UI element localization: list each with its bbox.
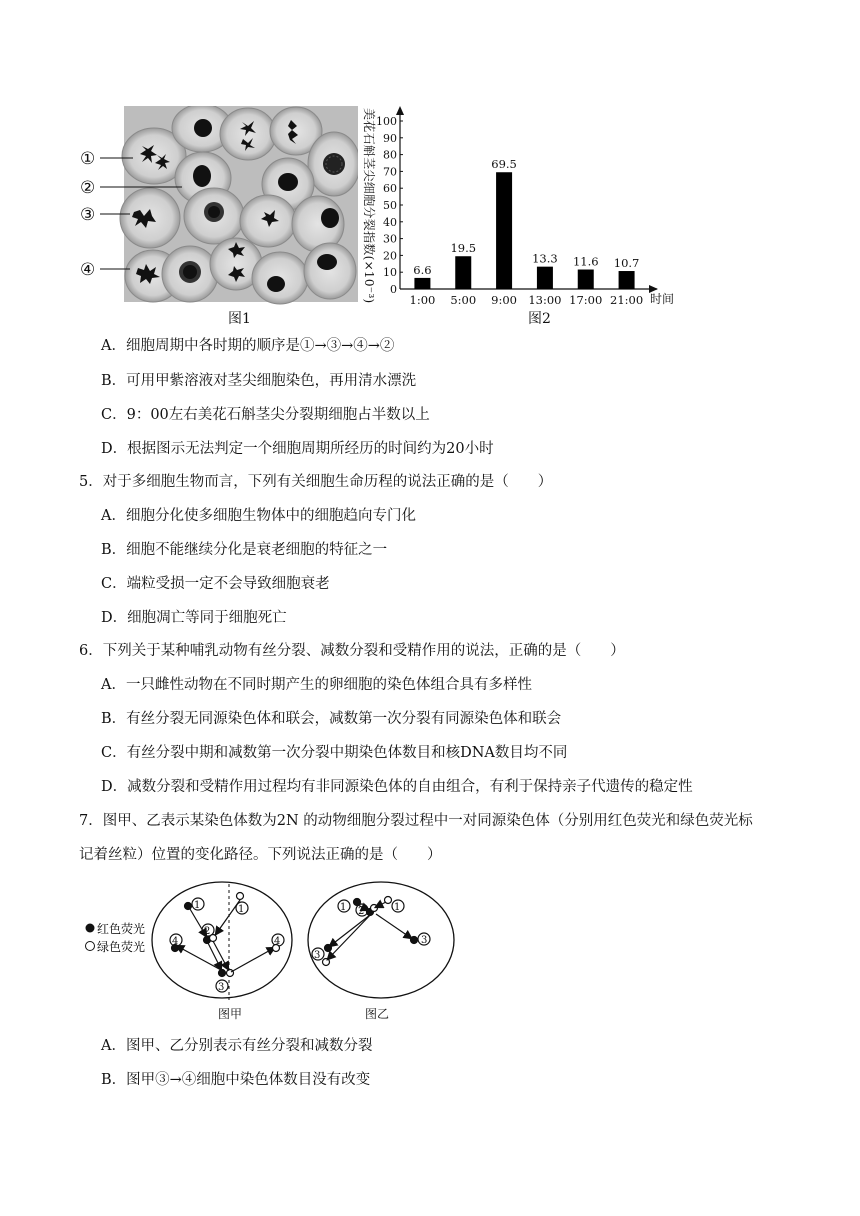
marker-1: ①: [80, 149, 96, 169]
svg-text:1: 1: [238, 904, 245, 915]
x-tick-label: 13:00: [528, 293, 562, 307]
q6-stem: 6．下列关于某种哺乳动物有丝分裂、减数分裂和受精作用的说法，正确的是（ ）: [79, 643, 625, 659]
svg-text:1: 1: [394, 902, 401, 913]
marker-4: ④: [80, 260, 96, 280]
q6-option-d: D．减数分裂和受精作用过程均有非同源染色体的自由组合，有利于保持亲子代遗传的稳定性: [101, 779, 693, 795]
y-tick-label: 10: [383, 266, 397, 280]
x-tick-label: 17:00: [569, 293, 603, 307]
bar: [619, 271, 635, 289]
legend-red-dot: [86, 924, 95, 933]
svg-text:3: 3: [218, 982, 225, 993]
svg-text:4: 4: [172, 936, 179, 947]
y-tick-label: 0: [390, 283, 397, 296]
bar: [414, 278, 430, 289]
figure2-caption: 图2: [528, 311, 551, 327]
q6-option-b: B．有丝分裂无同源染色体和联会，减数第一次分裂有同源染色体和联会: [101, 711, 562, 727]
q5-option-c: C．端粒受损一定不会导致细胞衰老: [101, 576, 330, 592]
cell-yi: [308, 882, 454, 1021]
q5-stem: 5．对于多细胞生物而言，下列有关细胞生命历程的说法正确的是（ ）: [79, 474, 553, 490]
q7-stem-line2: 记着丝粒）位置的变化路径。下列说法正确的是（ ）: [79, 847, 442, 863]
marker-2: ②: [80, 178, 96, 198]
y-tick-label: 70: [383, 165, 397, 179]
bar-value-label: 11.6: [572, 254, 599, 269]
q4-option-c: C．9：00左右美花石斛茎尖分裂期细胞占半数以上: [101, 407, 430, 423]
x-tick-label: 21:00: [610, 293, 644, 307]
q6-option-c: C．有丝分裂中期和减数第一次分裂中期染色体数目和核DNA数目均不同: [101, 745, 568, 761]
svg-text:2: 2: [204, 926, 211, 937]
legend-green-label: 绿色荧光: [97, 940, 146, 954]
x-tick-label: 5:00: [450, 293, 477, 307]
svg-text:3: 3: [314, 950, 321, 961]
x-tick-label: 1:00: [409, 293, 436, 307]
q7-option-a: A．图甲、乙分别表示有丝分裂和减数分裂: [101, 1038, 373, 1054]
bar-value-label: 6.6: [413, 262, 432, 277]
y-tick-label: 60: [383, 182, 397, 196]
legend-green-dot: [86, 942, 95, 951]
q5-option-b: B．细胞不能继续分化是衰老细胞的特征之一: [101, 542, 388, 558]
y-tick-label: 90: [383, 131, 397, 145]
svg-text:3: 3: [421, 935, 428, 946]
y-tick-label: 20: [383, 249, 397, 263]
q6-option-a: A．一只雌性动物在不同时期产生的卵细胞的染色体组合具有多样性: [101, 677, 532, 693]
svg-text:2: 2: [358, 906, 365, 917]
bar: [496, 172, 512, 289]
q4-option-b: B．可用甲紫溶液对茎尖细胞染色，再用清水漂洗: [101, 373, 417, 389]
y-tick-label: 40: [383, 215, 397, 229]
q5-option-a: A．细胞分化使多细胞生物体中的细胞趋向专门化: [101, 508, 416, 524]
caption-jia: 图甲: [218, 1007, 243, 1021]
q7-option-b: B．图甲③→④细胞中染色体数目没有改变: [101, 1072, 371, 1088]
legend-red-label: 红色荧光: [97, 922, 146, 936]
bar-value-label: 69.5: [491, 157, 517, 172]
q7-stem-line1: 7．图甲、乙表示某染色体数为2N 的动物细胞分裂过程中一对同源染色体（分别用红色荧光和绿色荧光标: [79, 813, 753, 829]
svg-text:1: 1: [194, 900, 201, 911]
figure-jia-yi: [80, 876, 460, 1026]
bar-value-label: 13.3: [532, 251, 558, 266]
figure2-bar-chart: [360, 106, 690, 308]
caption-yi: 图乙: [365, 1007, 390, 1021]
q5-option-d: D．细胞凋亡等同于细胞死亡: [101, 610, 287, 626]
q4-option-a: A．细胞周期中各时期的顺序是①→③→④→②: [101, 338, 395, 354]
bar: [578, 270, 594, 289]
q4-option-d: D．根据图示无法判定一个细胞周期所经历的时间约为20小时: [101, 441, 494, 457]
bar-value-label: 19.5: [450, 241, 477, 256]
svg-text:4: 4: [274, 936, 281, 947]
cell-jia: [152, 882, 292, 1021]
bar: [537, 267, 553, 289]
y-tick-label: 100: [376, 115, 397, 128]
figure1-caption: 图1: [228, 311, 251, 327]
marker-3: ③: [80, 205, 96, 225]
y-tick-label: 50: [383, 199, 397, 212]
chart-xlabel: 时间: [650, 292, 675, 306]
x-tick-label: 9:00: [491, 293, 517, 307]
y-tick-label: 80: [383, 148, 397, 162]
chart-bars: [410, 157, 644, 307]
bar-value-label: 10.7: [613, 256, 640, 271]
figure1-micrograph: [78, 106, 358, 306]
svg-text:1: 1: [340, 902, 347, 913]
y-tick-label: 30: [383, 232, 397, 246]
bar: [455, 256, 471, 289]
chart-ylabel: 美花石斛茎尖细胞分裂指数(×10⁻³): [362, 108, 376, 304]
